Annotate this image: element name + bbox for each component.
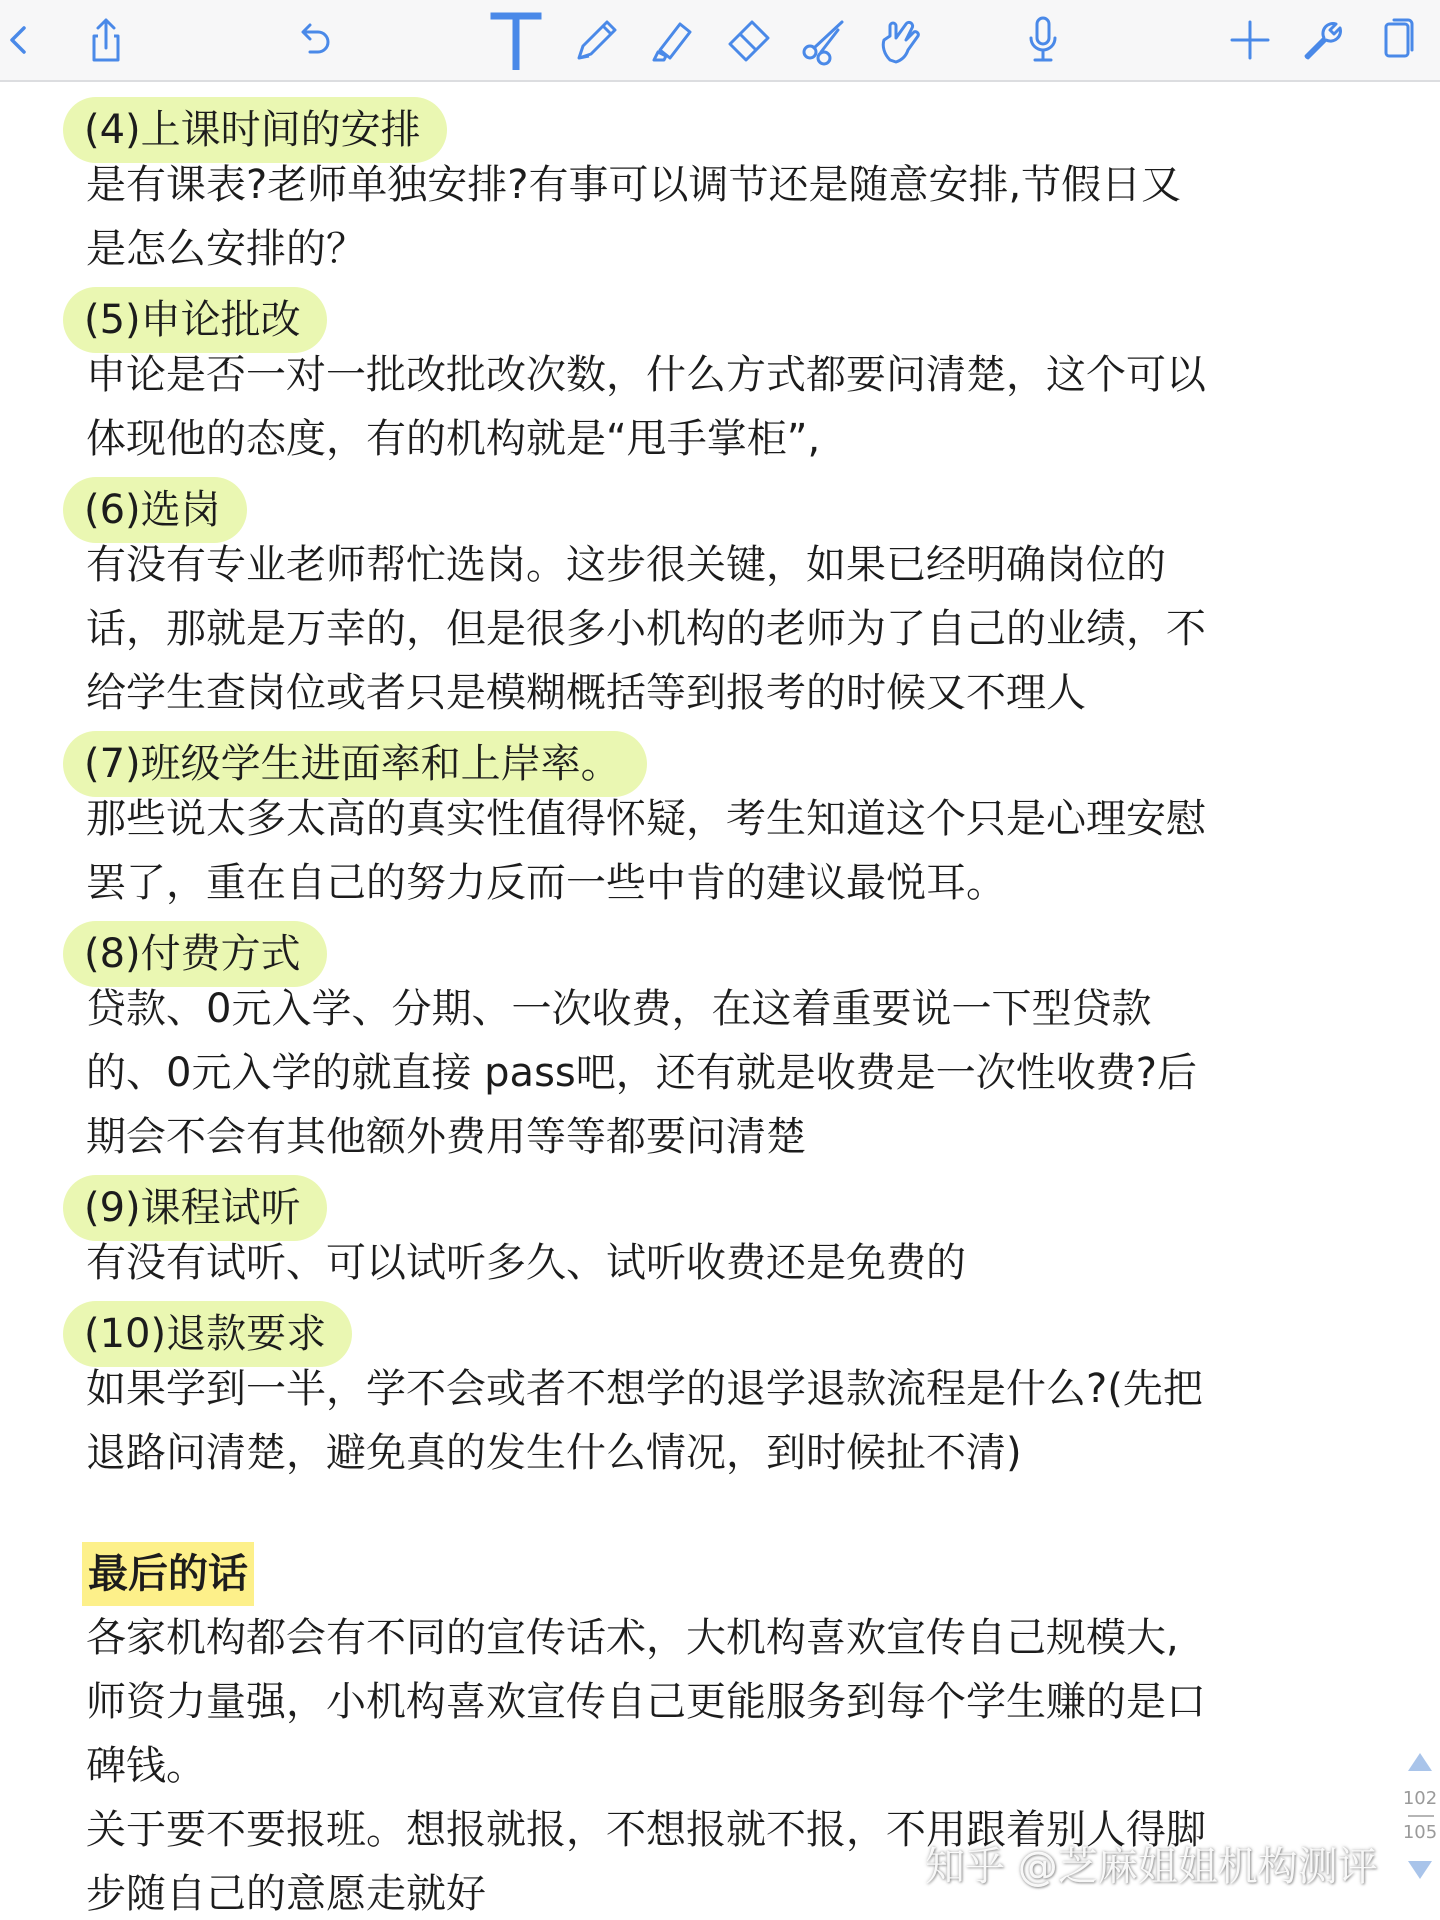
section-heading: (5)申论批改 — [63, 287, 327, 353]
body-line: 罢了，重在自己的努力反而一些中肯的建议最悦耳。 — [86, 860, 1006, 906]
section-heading: (9)课程试听 — [63, 1175, 327, 1241]
page-up-icon[interactable] — [1405, 1750, 1435, 1774]
total-page-number: 105 — [1402, 1822, 1438, 1843]
highlighter-icon[interactable] — [640, 10, 700, 70]
section-heading: (6)选岗 — [63, 477, 247, 543]
hand-icon[interactable] — [870, 10, 930, 70]
microphone-icon[interactable] — [1013, 10, 1073, 70]
body-line: 申论是否一对一批改批改次数，什么方式都要问清楚，这个可以 — [86, 352, 1206, 398]
page-down-icon[interactable] — [1405, 1858, 1435, 1882]
body-line: 关于要不要报班。想报就报，不想报就不报，不用跟着别人得脚 — [86, 1807, 1206, 1853]
body-line: 话，那就是万幸的，但是很多小机构的老师为了自己的业绩，不 — [86, 606, 1206, 652]
toolbar — [0, 0, 1440, 82]
body-line: 体现他的态度，有的机构就是“甩手掌柜”, — [86, 416, 821, 462]
final-heading: 最后的话 — [82, 1542, 254, 1606]
scissors-icon[interactable] — [794, 10, 854, 70]
section-heading: (8)付费方式 — [63, 921, 327, 987]
watermark: 知乎 @芝麻姐姐机构测评 — [925, 1844, 1378, 1890]
undo-icon[interactable] — [284, 10, 344, 70]
text-tool-icon[interactable] — [486, 10, 546, 70]
body-line: 碑钱。 — [86, 1743, 206, 1789]
body-line: 如果学到一半，学不会或者不想学的退学退款流程是什么?(先把 — [86, 1366, 1203, 1412]
section-heading: (10)退款要求 — [63, 1301, 352, 1367]
body-line: 的、0元入学的就直接 pass吧，还有就是收费是一次性收费?后 — [86, 1050, 1197, 1096]
pen-icon[interactable] — [565, 10, 625, 70]
note-page — [0, 80, 1440, 1920]
body-line: 贷款、0元入学、分期、一次收费，在这着重要说一下型贷款 — [86, 986, 1152, 1032]
body-line: 是怎么安排的？ — [86, 226, 366, 272]
section-heading: (4)上课时间的安排 — [63, 97, 447, 163]
pages-icon[interactable] — [1368, 10, 1428, 70]
add-icon[interactable] — [1220, 10, 1280, 70]
page-separator — [1408, 1815, 1434, 1817]
body-line: 那些说太多太高的真实性值得怀疑，考生知道这个只是心理安慰 — [86, 796, 1206, 842]
share-icon[interactable] — [76, 10, 136, 70]
section-heading: (7)班级学生进面率和上岸率。 — [63, 731, 647, 797]
body-line: 师资力量强，小机构喜欢宣传自己更能服务到每个学生赚的是口 — [86, 1679, 1206, 1725]
body-line: 是有课表?老师单独安排?有事可以调节还是随意安排,节假日又 — [86, 162, 1182, 208]
back-icon[interactable] — [0, 10, 52, 70]
body-line: 有没有专业老师帮忙选岗。这步很关键，如果已经明确岗位的 — [86, 542, 1166, 588]
current-page-number: 102 — [1402, 1788, 1438, 1809]
wrench-icon[interactable] — [1292, 10, 1352, 70]
body-line: 期会不会有其他额外费用等等都要问清楚 — [86, 1114, 806, 1160]
eraser-icon[interactable] — [718, 10, 778, 70]
body-line: 有没有试听、可以试听多久、试听收费还是免费的 — [86, 1240, 966, 1286]
body-line: 步随自己的意愿走就好 — [86, 1871, 486, 1917]
body-line: 给学生查岗位或者只是模糊概括等到报考的时候又不理人 — [86, 670, 1086, 716]
body-line: 退路问清楚，避免真的发生什么情况，到时候扯不清) — [86, 1430, 1022, 1476]
body-line: 各家机构都会有不同的宣传话术，大机构喜欢宣传自己规模大, — [86, 1615, 1179, 1661]
